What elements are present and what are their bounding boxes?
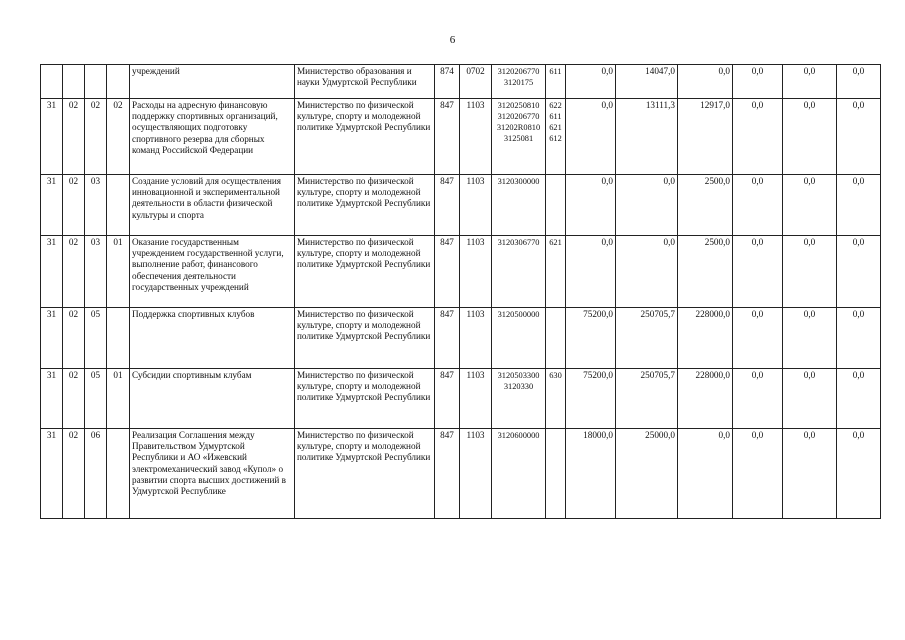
amount-cell-2: 250705,7 xyxy=(616,369,678,429)
amount-cell-2: 250705,7 xyxy=(616,308,678,369)
grbs-cell: 847 xyxy=(435,308,460,369)
csr-cell xyxy=(492,308,546,369)
code-gp-cell: 31 xyxy=(41,308,63,369)
code-om-cell: 03 xyxy=(85,175,107,236)
csr-code: 3120600000 xyxy=(497,431,540,440)
budget-table xyxy=(40,64,881,519)
amount-cell-1: 0,0 xyxy=(566,236,616,308)
vr-cell xyxy=(546,65,566,99)
code-m-cell xyxy=(107,308,130,369)
section-cell: 0702 xyxy=(460,65,492,99)
csr-code: 3120175 xyxy=(503,78,534,87)
code-gp-cell: 31 xyxy=(41,429,63,519)
code-om-cell xyxy=(85,65,107,99)
code-gp-cell: 31 xyxy=(41,175,63,236)
table-body xyxy=(41,65,881,519)
amount-cell-5: 0,0 xyxy=(783,369,837,429)
code-om-cell: 02 xyxy=(85,99,107,175)
code-pp-cell: 02 xyxy=(63,308,85,369)
csr-code: 3120250810 xyxy=(497,101,540,110)
csr-code: 3120330 xyxy=(503,382,534,391)
amount-cell-3: 12917,0 xyxy=(678,99,733,175)
grbs-cell: 847 xyxy=(435,429,460,519)
vr-cell xyxy=(546,175,566,236)
code-m-cell xyxy=(107,175,130,236)
amount-cell-3: 228000,0 xyxy=(678,308,733,369)
vr-cell xyxy=(546,308,566,369)
table-row xyxy=(41,429,881,519)
csr-cell xyxy=(492,369,546,429)
ministry-cell: Министерство по физической культуре, спорту и молодежной политике Удмуртской Республики xyxy=(295,308,435,369)
csr-code: 3120206770 xyxy=(497,112,540,121)
code-gp-cell: 31 xyxy=(41,369,63,429)
amount-cell-3: 2500,0 xyxy=(678,175,733,236)
csr-cell xyxy=(492,175,546,236)
amount-cell-1: 0,0 xyxy=(566,65,616,99)
code-pp-cell: 02 xyxy=(63,369,85,429)
amount-cell-5: 0,0 xyxy=(783,175,837,236)
code-m-cell xyxy=(107,65,130,99)
amount-cell-6: 0,0 xyxy=(837,308,881,369)
section-cell: 1103 xyxy=(460,429,492,519)
csr-cell xyxy=(492,236,546,308)
amount-cell-4: 0,0 xyxy=(733,99,783,175)
vr-code: 622 xyxy=(549,101,562,110)
measure-name-cell: Оказание государственным учреждением государственной услуги, выполнение работ, финансового обеспечения деятельности государственных учреждений xyxy=(130,236,295,308)
code-m-cell: 01 xyxy=(107,236,130,308)
page-number: 6 xyxy=(449,34,456,46)
amount-cell-2: 0,0 xyxy=(616,236,678,308)
measure-name-cell: Субсидии спортивным клубам xyxy=(130,369,295,429)
grbs-cell: 847 xyxy=(435,175,460,236)
vr-code: 612 xyxy=(549,134,562,143)
code-pp-cell: 02 xyxy=(63,99,85,175)
csr-code: 31202R0810 xyxy=(496,123,541,132)
amount-cell-5: 0,0 xyxy=(783,65,837,99)
ministry-cell: Министерство по физической культуре, спорту и молодежной политике Удмуртской Республики xyxy=(295,236,435,308)
code-gp-cell: 31 xyxy=(41,236,63,308)
vr-cell xyxy=(546,429,566,519)
table-row xyxy=(41,65,881,99)
csr-code: 3120500000 xyxy=(497,310,540,319)
amount-cell-3: 2500,0 xyxy=(678,236,733,308)
code-om-cell: 05 xyxy=(85,369,107,429)
amount-cell-1: 0,0 xyxy=(566,99,616,175)
amount-cell-2: 25000,0 xyxy=(616,429,678,519)
ministry-cell: Министерство по физической культуре, спорту и молодежной политике Удмуртской Республики xyxy=(295,369,435,429)
grbs-cell: 847 xyxy=(435,369,460,429)
vr-code: 621 xyxy=(549,238,562,247)
amount-cell-6: 0,0 xyxy=(837,65,881,99)
table-row xyxy=(41,99,881,175)
ministry-cell: Министерство по физической культуре, спорту и молодежной политике Удмуртской Республики xyxy=(295,175,435,236)
code-gp-cell xyxy=(41,65,63,99)
table-row xyxy=(41,175,881,236)
vr-code: 630 xyxy=(549,371,562,380)
ministry-cell: Министерство по физической культуре, спорту и молодежной политике Удмуртской Республики xyxy=(295,99,435,175)
measure-name-cell: Расходы на адресную финансовую поддержку спортивных организаций, осуществляющих подготовку спортивного резерва для сборных команд Российской Федерации xyxy=(130,99,295,175)
amount-cell-6: 0,0 xyxy=(837,99,881,175)
section-cell: 1103 xyxy=(460,236,492,308)
measure-name-cell: учреждений xyxy=(130,65,295,99)
ministry-cell: Министерство образования и науки Удмуртской Республики xyxy=(295,65,435,99)
table-row xyxy=(41,236,881,308)
code-om-cell: 05 xyxy=(85,308,107,369)
code-pp-cell xyxy=(63,65,85,99)
amount-cell-5: 0,0 xyxy=(783,99,837,175)
measure-name-cell: Реализация Соглашения между Правительством Удмуртской Республики и АО «Ижевский электромеханический завод «Купол» о развитии спорта высших достижений в Удмуртской Республике xyxy=(130,429,295,519)
code-m-cell: 01 xyxy=(107,369,130,429)
code-pp-cell: 02 xyxy=(63,429,85,519)
csr-code: 3125081 xyxy=(503,134,534,143)
csr-cell xyxy=(492,65,546,99)
table-row xyxy=(41,308,881,369)
code-m-cell xyxy=(107,429,130,519)
amount-cell-5: 0,0 xyxy=(783,236,837,308)
grbs-cell: 847 xyxy=(435,99,460,175)
amount-cell-4: 0,0 xyxy=(733,175,783,236)
amount-cell-1: 18000,0 xyxy=(566,429,616,519)
amount-cell-4: 0,0 xyxy=(733,369,783,429)
amount-cell-3: 228000,0 xyxy=(678,369,733,429)
csr-code: 3120503300 xyxy=(497,371,540,380)
code-pp-cell: 02 xyxy=(63,175,85,236)
amount-cell-2: 14047,0 xyxy=(616,65,678,99)
amount-cell-2: 0,0 xyxy=(616,175,678,236)
amount-cell-4: 0,0 xyxy=(733,236,783,308)
amount-cell-4: 0,0 xyxy=(733,308,783,369)
amount-cell-6: 0,0 xyxy=(837,236,881,308)
amount-cell-3: 0,0 xyxy=(678,65,733,99)
vr-cell xyxy=(546,99,566,175)
amount-cell-1: 75200,0 xyxy=(566,369,616,429)
csr-cell xyxy=(492,99,546,175)
amount-cell-1: 0,0 xyxy=(566,175,616,236)
measure-name-cell: Поддержка спортивных клубов xyxy=(130,308,295,369)
section-cell: 1103 xyxy=(460,369,492,429)
ministry-cell: Министерство по физической культуре, спорту и молодежной политике Удмуртской Республики xyxy=(295,429,435,519)
code-om-cell: 06 xyxy=(85,429,107,519)
measure-name-cell: Создание условий для осуществления инновационной и экспериментальной деятельности в области физической культуры и спорта xyxy=(130,175,295,236)
amount-cell-6: 0,0 xyxy=(837,429,881,519)
csr-code: 3120300000 xyxy=(497,177,540,186)
section-cell: 1103 xyxy=(460,308,492,369)
amount-cell-6: 0,0 xyxy=(837,175,881,236)
csr-cell xyxy=(492,429,546,519)
amount-cell-6: 0,0 xyxy=(837,369,881,429)
vr-code: 621 xyxy=(549,123,562,132)
section-cell: 1103 xyxy=(460,99,492,175)
amount-cell-4: 0,0 xyxy=(733,65,783,99)
amount-cell-5: 0,0 xyxy=(783,308,837,369)
code-pp-cell: 02 xyxy=(63,236,85,308)
vr-code: 611 xyxy=(549,112,562,121)
amount-cell-3: 0,0 xyxy=(678,429,733,519)
csr-code: 3120306770 xyxy=(497,238,540,247)
csr-code: 3120206770 xyxy=(497,67,540,76)
amount-cell-4: 0,0 xyxy=(733,429,783,519)
vr-cell xyxy=(546,236,566,308)
table-row xyxy=(41,369,881,429)
code-m-cell: 02 xyxy=(107,99,130,175)
grbs-cell: 874 xyxy=(435,65,460,99)
amount-cell-5: 0,0 xyxy=(783,429,837,519)
amount-cell-1: 75200,0 xyxy=(566,308,616,369)
vr-cell xyxy=(546,369,566,429)
code-gp-cell: 31 xyxy=(41,99,63,175)
section-cell: 1103 xyxy=(460,175,492,236)
code-om-cell: 03 xyxy=(85,236,107,308)
amount-cell-2: 13111,3 xyxy=(616,99,678,175)
grbs-cell: 847 xyxy=(435,236,460,308)
vr-code: 611 xyxy=(549,67,562,76)
